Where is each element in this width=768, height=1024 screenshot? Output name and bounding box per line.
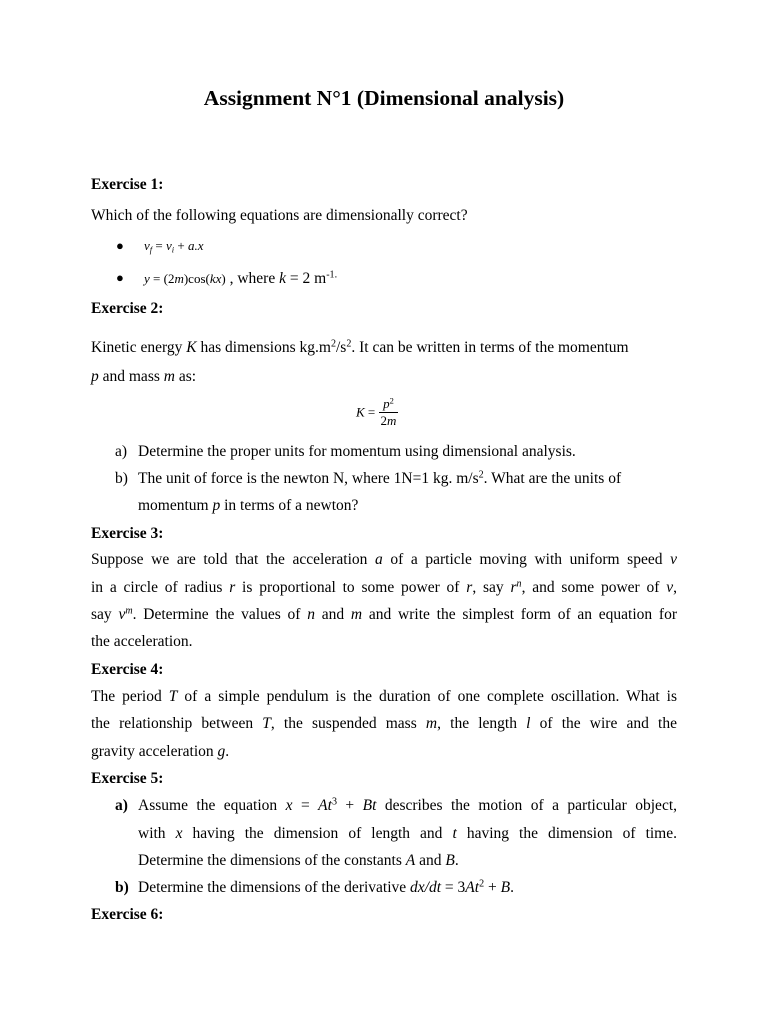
exercise-5-a-line-3: Determine the dimensions of the constants A and B. (138, 852, 459, 869)
equation-1: $v_f = v_i + a.x$ (144, 238, 204, 255)
exercise-2-item-a: Determine the proper units for momentum using dimensional analysis. (138, 443, 576, 460)
exercise-5-b-line: Determine the dimensions of the derivative $dx/dt = 3At^2 + B$. (138, 878, 514, 896)
equation-2: y = (2m)cos(kx) , where k = 2 $m^{-1.}$ (144, 269, 338, 287)
exercise-5-heading: Exercise 5: (91, 770, 164, 787)
kinetic-energy-formula: K = $\frac{p^2}{2m}$ (356, 395, 397, 428)
exercise-3-line-4: the acceleration. (91, 633, 193, 650)
exercise-6-heading: Exercise 6: (91, 906, 164, 923)
exercise-2-item-b-line-2: momentum p in terms of a newton? (138, 497, 359, 514)
exercise-3-line-3: say $v^m$. Determine the values of n and m and write the simplest form of an equation for (91, 605, 678, 623)
item-label-b: b) (115, 470, 128, 487)
item-label-a: a) (115, 443, 128, 460)
exercise-2-item-b-line-1: The unit of force is the newton N, where 1N=1 kg. $m/s^2$. What are the units of (138, 469, 622, 487)
exercise-4-line-3: gravity acceleration g. (91, 743, 230, 760)
exercise-3-line-1: Suppose we are told that the acceleration a of a particle moving with uniform speed v (91, 551, 677, 568)
exercise-5-a-line-2: with x having the dimension of length and t having the dimension of time. (138, 825, 677, 842)
exercise-2-text-line-1: Kinetic energy K has dimensions $kg.m^2/s^2$. It can be written in terms of the momentum (91, 338, 629, 356)
item-label-a: a) (115, 797, 128, 814)
exercise-4-line-1: The period T of a simple pendulum is the duration of one complete oscillation. What is (91, 688, 677, 705)
exercise-5-a-line-1: Assume the equation $x = At^3 + Bt$ describes the motion of a particular object, (138, 796, 678, 814)
exercise-4-heading: Exercise 4: (91, 661, 164, 678)
exercise-4-line-2: the relationship between T, the suspended mass m, the length l of the wire and the (91, 715, 677, 732)
exercise-2-heading: Exercise 2: (91, 300, 164, 317)
item-label-b: b) (115, 879, 129, 896)
exercise-1-question: Which of the following equations are dimensionally correct? (91, 207, 468, 224)
page-title: Assignment N°1 (Dimensional analysis) (203, 86, 565, 110)
exercise-1-heading: Exercise 1: (91, 176, 164, 193)
exercise-2-text-line-2: p and mass m as: (91, 368, 197, 385)
bullet-icon: ● (116, 238, 124, 253)
exercise-3-heading: Exercise 3: (91, 525, 164, 542)
bullet-icon: ● (116, 270, 124, 285)
exercise-3-line-2: in a circle of radius r is proportional to some power of r, say $r^n$, and some power of v, (91, 578, 677, 596)
